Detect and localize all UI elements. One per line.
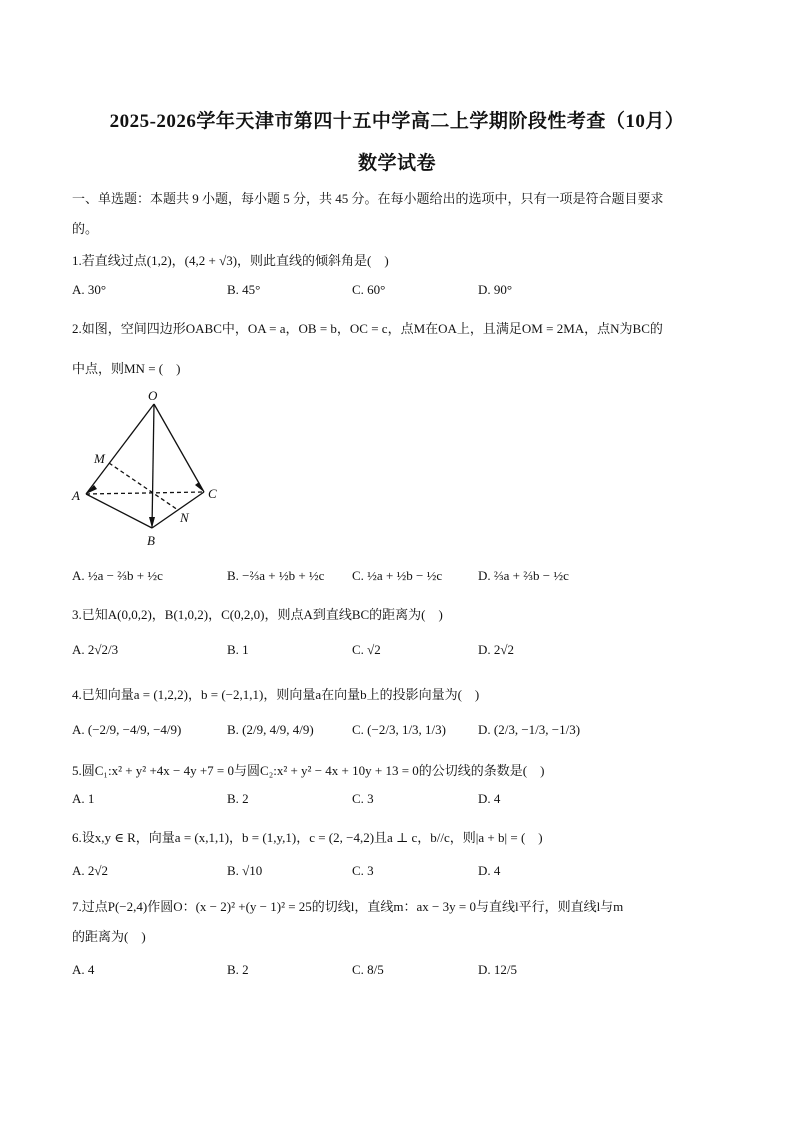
q7-option-c: C. 8/5: [352, 962, 384, 977]
q4-option-c: C. (−2/3, 1/3, 1/3): [352, 722, 446, 737]
q2-option-b: B. −⅔a + ½b + ½c: [227, 568, 325, 583]
q4-option-b: B. (2/9, 4/9, 4/9): [227, 722, 314, 737]
q3-option-b: B. 1: [227, 642, 249, 657]
label-m: M: [94, 451, 105, 466]
q5-option-b: B. 2: [227, 791, 249, 806]
question-2-stem-line2: 中点，则MN = ( ): [72, 361, 181, 376]
q6-option-a: A. 2√2: [72, 863, 109, 878]
q5-option-d: D. 4: [478, 791, 501, 806]
q3-option-c: C. √2: [352, 642, 381, 657]
q2-option-d: D. ⅔a + ⅔b − ½c: [478, 568, 569, 583]
q2-option-a: A. ½a − ⅔b + ½c: [72, 568, 163, 583]
q1-option-c: C. 60°: [352, 282, 386, 297]
q6-option-c: C. 3: [352, 863, 374, 878]
question-6-stem: 6.设x,y ∈ R，向量a = (x,1,1)，b = (1,y,1)，c = (2, −4,2)且a ⊥ c，b//c，则|a + b| = ( ): [72, 830, 543, 845]
question-2-stem-line1: 2.如图，空间四边形OABC中，OA = a，OB = b，OC = c，点M在OA上，且满足OM = 2MA，点N为BC的: [72, 321, 663, 336]
section-intro-line1: 一、单选题：本题共 9 小题，每小题 5 分，共 45 分。在每小题给出的选项中，只有一项是符合题目要求: [72, 191, 664, 206]
tetrahedron-diagram: [66, 388, 236, 548]
q6-option-d: D. 4: [478, 863, 501, 878]
exam-subtitle: 数学试卷: [357, 153, 436, 174]
q1-option-b: B. 45°: [227, 282, 261, 297]
q4-option-d: D. (2/3, −1/3, −1/3): [478, 722, 581, 737]
q7-option-d: D. 12/5: [478, 962, 517, 977]
question-7-stem-line1: 7.过点P(−2,4)作圆O：(x − 2)² +(y − 1)² = 25的切线l，直线m：ax − 3y = 0与直线l平行，则直线l与m: [72, 899, 624, 914]
section-intro-line2: 的。: [72, 221, 99, 236]
q2-option-c: C. ½a + ½b − ½c: [352, 568, 443, 583]
label-o: O: [148, 388, 158, 403]
q7-option-b: B. 2: [227, 962, 249, 977]
q3-option-d: D. 2√2: [478, 642, 515, 657]
label-b: B: [147, 533, 155, 548]
question-3-stem: 3.已知A(0,0,2)，B(1,0,2)，C(0,2,0)，则点A到直线BC的距离为( ): [72, 607, 443, 622]
q5-option-a: A. 1: [72, 791, 95, 806]
question-5-stem: 5.圆C₁:x² + y² +4x − 4y +7 = 0与圆C₂:x² + y² − 4x + 10y + 13 = 0的公切线的条数是( ): [72, 763, 545, 778]
exam-title: 2025-2026学年天津市第四十五中学高二上学期阶段性考查（10月）: [109, 111, 685, 132]
q4-option-a: A. (−2/9, −4/9, −4/9): [72, 722, 182, 737]
label-a: A: [72, 488, 80, 503]
question-4-stem: 4.已知向量a = (1,2,2)，b = (−2,1,1)，则向量a在向量b上的投影向量为( ): [72, 687, 480, 702]
label-c: C: [208, 486, 217, 501]
q5-option-c: C. 3: [352, 791, 374, 806]
label-n: N: [180, 510, 189, 525]
question-7-stem-line2: 的距离为( ): [72, 929, 146, 944]
q1-option-a: A. 30°: [72, 282, 107, 297]
question-1-stem: 1.若直线过点(1,2)，(4,2 + √3)，则此直线的倾斜角是( ): [72, 253, 389, 268]
q1-option-d: D. 90°: [478, 282, 513, 297]
q7-option-a: A. 4: [72, 962, 95, 977]
q6-option-b: B. √10: [227, 863, 263, 878]
q3-option-a: A. 2√2/3: [72, 642, 119, 657]
